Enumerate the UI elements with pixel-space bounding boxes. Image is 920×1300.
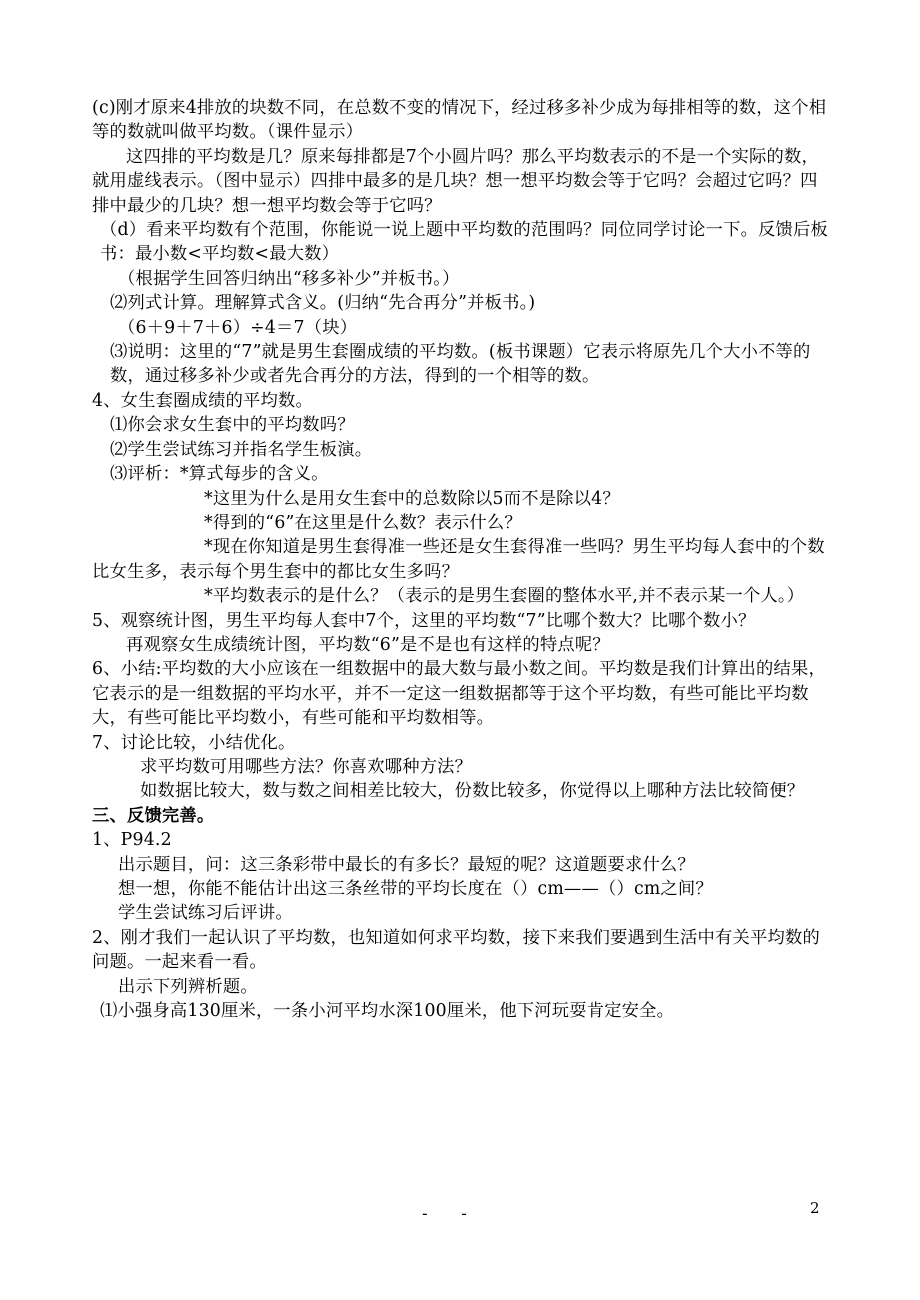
- heading-6: 6、小结:平均数的大小应该在一组数据中的最大数与最小数之间。平均数是我们计算出的结果，它表示的是一组数据的平均水平，并不一定这一组数据都等于这个平均数，有些可能比平均数大，有些可能比平均数小，有些可能和平均数相等。: [92, 659, 826, 729]
- footer-dashes: - -: [420, 1204, 479, 1223]
- review-2-line-2: ⑴小强身高130厘米，一条小河平均水深100厘米，他下河玩耍肯定安全。: [100, 1001, 675, 1022]
- review-1-line-2: 想一想，你能不能估计出这三条丝带的平均长度在（）cm——（）cm之间？: [118, 879, 713, 899]
- item-4-3-a: *这里为什么是用女生套中的总数除以5而不是除以4？: [204, 488, 620, 509]
- step-2-calculation: ⑵列式计算。理解算式含义。(归纳“先合再分”并板书。): [110, 293, 536, 314]
- review-1-line-3: 学生尝试练习后评讲。: [118, 903, 293, 924]
- page-number: 2: [810, 1199, 820, 1217]
- paragraph-average-explanation: 这四排的平均数是几？原来每排都是7个小圆片吗？那么平均数表示的不是一个实际的数，就用虚线表示。（图中显示）四排中最多的是几块？想一想平均数会等于它吗？会超过它吗？四排中最少的几块？想一想平均数会等于它吗？: [92, 146, 819, 216]
- formula-line: （6＋9＋7＋6）÷4＝7（块）: [118, 317, 358, 338]
- item-7-2: 如数据比较大，数与数之间相差比较大，份数比较多，你觉得以上哪种方法比较简便？: [140, 781, 805, 802]
- review-2-line-1: 出示下列辨析题。: [118, 976, 258, 997]
- paragraph-c: (c)刚才原来4排放的块数不同，在总数不变的情况下，经过移多补少成为每排相等的数，这个相等的数就叫做平均数。（课件显示）: [92, 98, 827, 143]
- item-4-3: ⑶评析：*算式每步的含义。: [110, 464, 329, 485]
- heading-4: 4、女生套圈成绩的平均数。: [92, 390, 313, 411]
- item-5-1: 再观察女生成绩统计图，平均数“6”是不是也有这样的特点呢？: [126, 634, 610, 655]
- step-3-explanation: ⑶说明：这里的“7”就是男生套圈成绩的平均数。(板书课题）它表示将原先几个大小不等的数，通过移多补少或者先合再分的方法，得到的一个相等的数。: [110, 342, 811, 387]
- item-4-3-d: *平均数表示的是什么？（表示的是男生套圈的整体水平,并不表示某一个人。）: [204, 586, 805, 607]
- item-4-1: ⑴你会求女生套中的平均数吗？: [110, 415, 355, 436]
- review-1-line-1: 出示题目，问：这三条彩带中最长的有多长？最短的呢？这道题要求什么？: [118, 854, 695, 875]
- review-2: 2、刚才我们一起认识了平均数，也知道如何求平均数，接下来我们要遇到生活中有关平均数的问题。一起来看一看。: [92, 927, 820, 973]
- item-4-3-c: *现在你知道是男生套得准一些还是女生套得准一些吗？男生平均每人套中的个数比女生多，表示每个男生套中的都比女生多吗？: [92, 537, 825, 582]
- item-4-3-b: *得到的“6”在这里是什么数？表示什么？: [204, 512, 522, 533]
- paragraph-d: （d）看来平均数有个范围，你能说一说上题中平均数的范围吗？同位同学讨论一下。反馈后板书：最小数<平均数<最大数）: [100, 220, 828, 265]
- heading-5: 5、观察统计图，男生平均每人套中7个，这里的平均数“7”比哪个数大？比哪个数小？: [92, 610, 756, 631]
- item-4-2: ⑵学生尝试练习并指名学生板演。: [110, 439, 373, 460]
- item-7-1: 求平均数可用哪些方法？你喜欢哪种方法？: [140, 756, 473, 777]
- document-body: [92, 96, 832, 1023]
- section-3-title: 三、反馈完善。: [92, 805, 215, 826]
- paragraph-board-note: （根据学生回答归纳出“移多补少”并板书。）: [118, 268, 460, 289]
- heading-7: 7、讨论比较，小结优化。: [92, 732, 296, 753]
- review-1: 1、P94.2: [92, 830, 172, 851]
